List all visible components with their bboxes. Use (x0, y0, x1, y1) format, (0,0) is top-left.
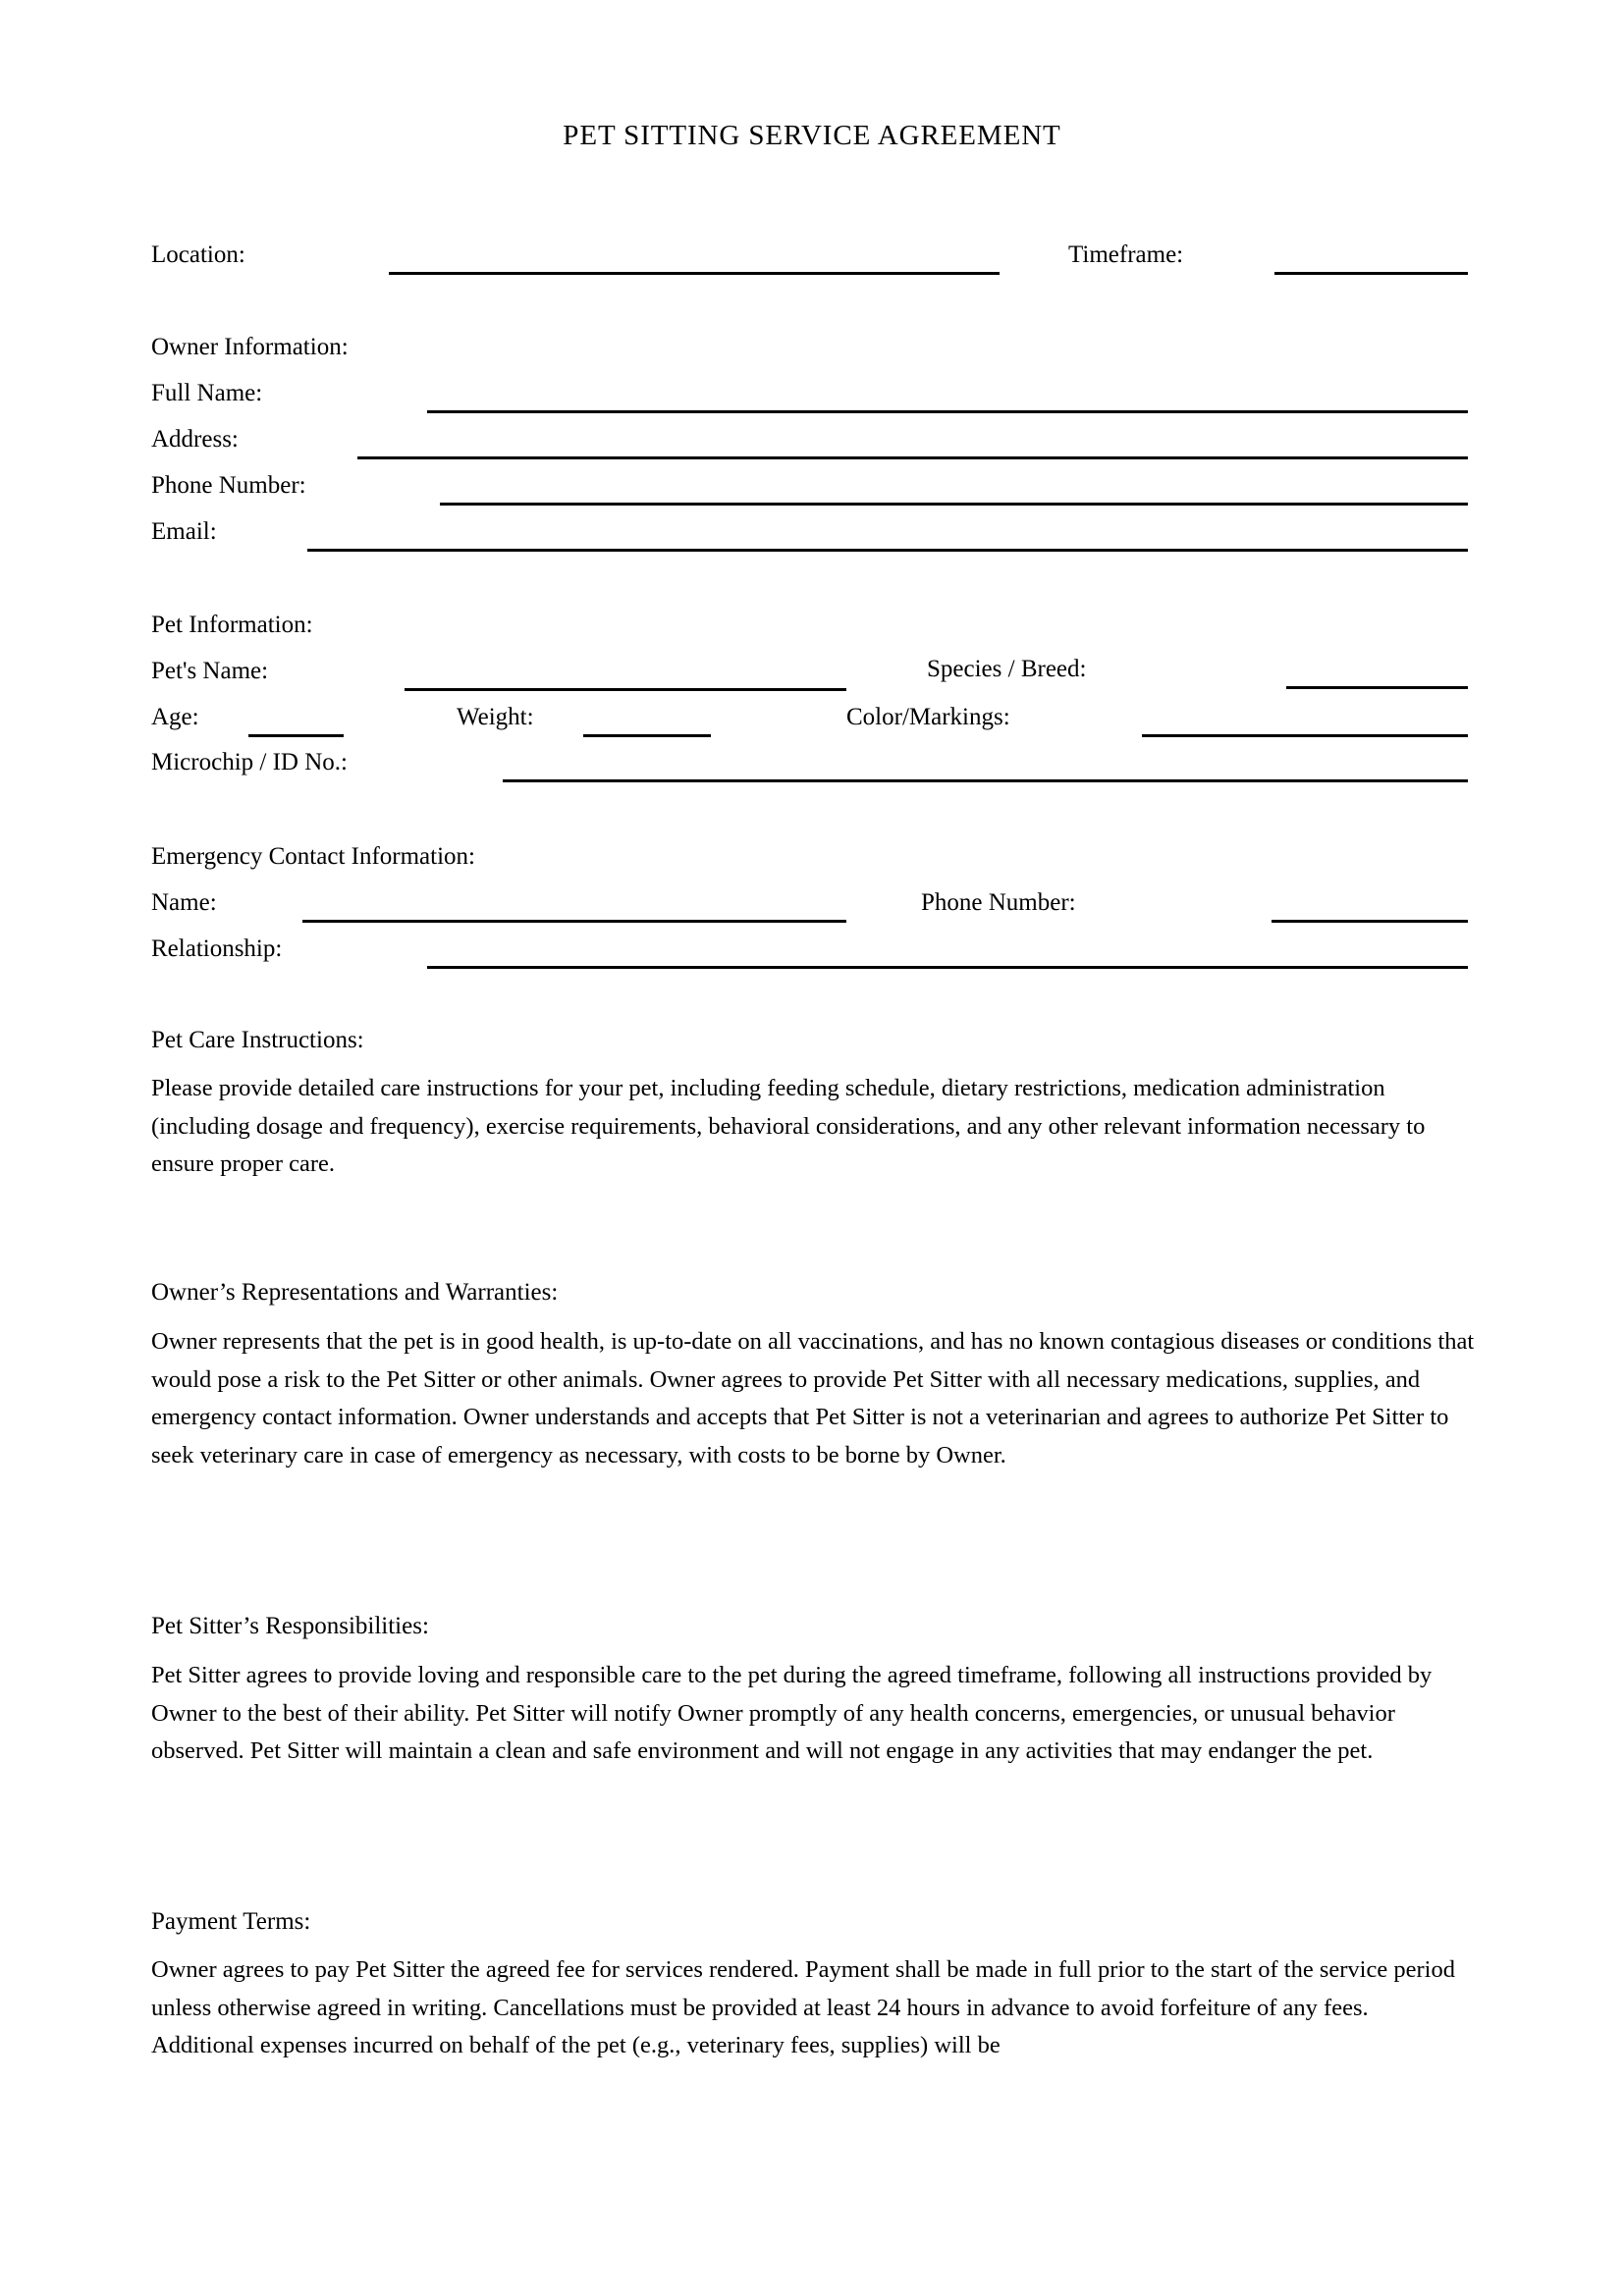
color-markings-input-rule[interactable] (1142, 734, 1468, 737)
relationship-label: Relationship: (151, 935, 283, 962)
pets-name-input-rule[interactable] (405, 688, 846, 691)
pet-care-instructions-paragraph: Please provide detailed care instructions for your pet, including feeding schedule, dietary restrictions, medication administration (including dosage and frequency), exercise requirements, behavioral considerations, and any other relevant information necessary to ensure proper care. (151, 1075, 1426, 1177)
timeframe-label: Timeframe: (1068, 241, 1184, 268)
emergency-phone-input-rule[interactable] (1272, 920, 1468, 923)
pet-information-heading: Pet Information: (151, 612, 313, 638)
owners-representations-paragraph: Owner represents that the pet is in good health, is up-to-date on all vaccinations, and has no known contagious diseases or conditions that would pose a risk to the Pet Sitter or other animals. Owner agrees to provide Pet Sitter with all necessary medications, supplies, and emergency contact information. Owner understands and accepts that Pet Sitter is not a veterinarian and agrees to authorize Pet Sitter to seek veterinary care in case of emergency as necessary, with costs to be borne by Owner. (151, 1328, 1475, 1468)
color-markings-label: Color/Markings: (846, 704, 1010, 730)
age-input-rule[interactable] (248, 734, 344, 737)
pet-care-instructions-heading: Pet Care Instructions: (151, 1027, 364, 1053)
pet-sitter-responsibilities-body (151, 1657, 1477, 1771)
age-label: Age: (151, 704, 199, 730)
emergency-phone-label: Phone Number: (921, 889, 1076, 916)
owner-information-heading: Owner Information: (151, 334, 349, 360)
pet-sitter-responsibilities-paragraph: Pet Sitter agrees to provide loving and responsible care to the pet during the agreed timeframe, following all instructions provided by Owner to the best of their ability. Pet Sitter will notify Owner promptly of any health concerns, emergencies, or unusual behavior observed. Pet Sitter will maintain a clean and safe environment and will not engage in any activities that may endanger the pet. (151, 1662, 1433, 1764)
emergency-name-label: Name: (151, 889, 217, 916)
full-name-label: Full Name: (151, 380, 263, 406)
full-name-input-rule[interactable] (427, 410, 1468, 413)
emergency-contact-heading: Emergency Contact Information: (151, 843, 475, 870)
species-breed-input-rule[interactable] (1286, 686, 1468, 689)
timeframe-input-rule[interactable] (1274, 272, 1468, 275)
payment-terms-paragraph: Owner agrees to pay Pet Sitter the agreed fee for services rendered. Payment shall be made in full prior to the start of the service period unless otherwise agreed in writing. Cancellations must be provided at least 24 hours in advance to avoid forfeiture of any fees. Additional expenses incurred on behalf of the pet (e.g., veterinary fees, supplies) will be (151, 1956, 1455, 2058)
emergency-name-input-rule[interactable] (302, 920, 846, 923)
page-title: PET SITTING SERVICE AGREEMENT (563, 120, 1061, 151)
pet-sitter-responsibilities-heading: Pet Sitter’s Responsibilities: (151, 1613, 429, 1639)
microchip-id-input-rule[interactable] (503, 779, 1468, 782)
microchip-id-label: Microchip / ID No.: (151, 749, 348, 775)
email-label: Email: (151, 518, 217, 545)
pets-name-label: Pet's Name: (151, 658, 269, 684)
location-label: Location: (151, 241, 245, 268)
owners-representations-body (151, 1323, 1477, 1474)
weight-input-rule[interactable] (583, 734, 711, 737)
weight-label: Weight: (457, 704, 534, 730)
address-label: Address: (151, 426, 239, 453)
location-input-rule[interactable] (389, 272, 1000, 275)
payment-terms-heading: Payment Terms: (151, 1908, 311, 1935)
payment-terms-body (151, 1951, 1457, 2065)
phone-number-input-rule[interactable] (440, 503, 1468, 506)
species-breed-label: Species / Breed: (927, 656, 1087, 682)
email-input-rule[interactable] (307, 549, 1468, 552)
pet-care-instructions-body (151, 1070, 1472, 1184)
phone-number-label: Phone Number: (151, 472, 306, 499)
relationship-input-rule[interactable] (427, 966, 1468, 969)
address-input-rule[interactable] (357, 456, 1468, 459)
owners-representations-heading: Owner’s Representations and Warranties: (151, 1279, 559, 1306)
